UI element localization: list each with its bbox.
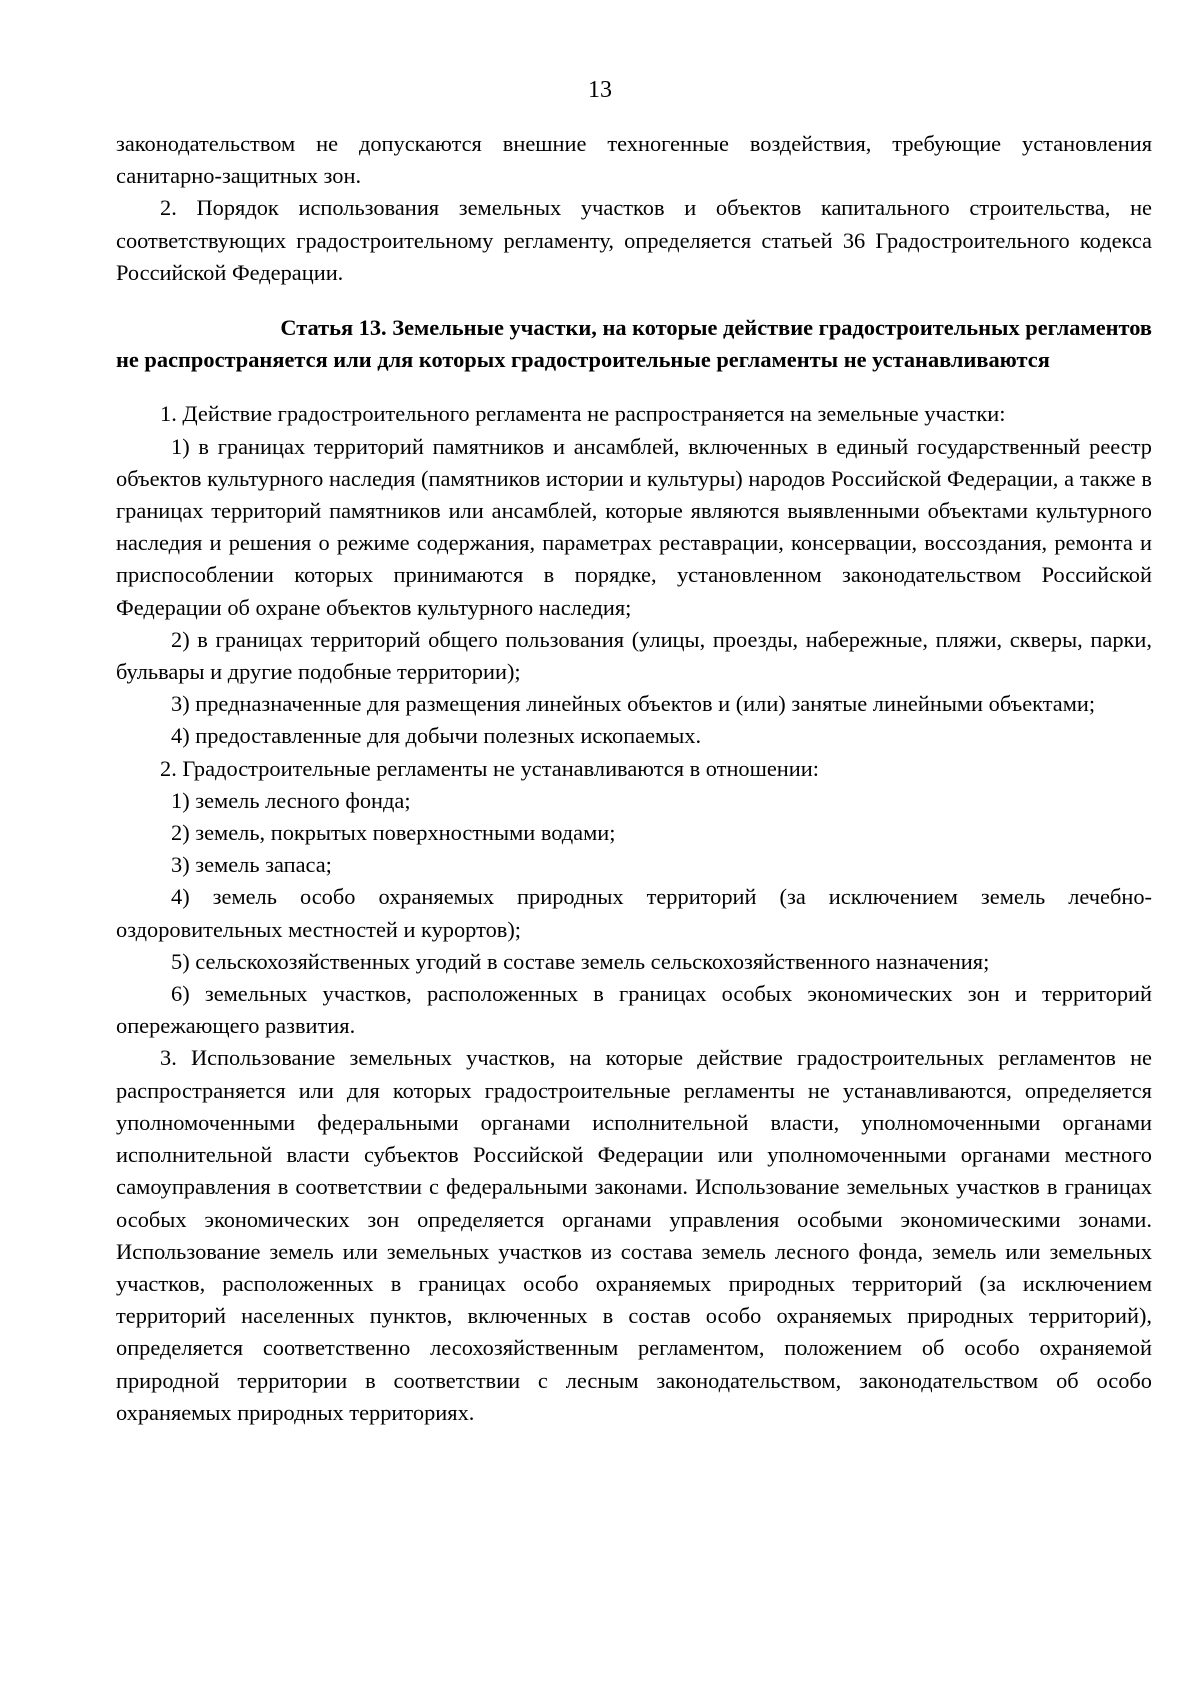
paragraph-continuation: законодательством не допускаются внешние техногенные воздействия, требующие установления санитарно-защитных зон. [116, 131, 1152, 189]
paragraph-item-2: 2. Порядок использования земельных участков и объектов капитального строительства, не соответствующих градостроительному регламенту, определяется статьей 36 Градостроительного кодекса Российской Федерации. [116, 195, 1152, 285]
article-title-line-2: не распространяется или для которых градостроительные регламенты не устанавливаются [116, 347, 1050, 373]
clause-1: 1. Действие градостроительного регламента не распространяется на земельные участки: [160, 401, 1006, 427]
clause-2-item-3: 3) земель запаса; [171, 852, 332, 878]
clause-1-item-1: 1) в границах территорий памятников и ансамблей, включенных в единый государственный реестр объектов культурного наследия (памятников истории и культуры) народов Российской Федерации, а также в границах территорий памятников или ансамблей, которые являются выявленными объектами культурного наследия и решения о режиме содержания, параметрах реставрации, консервации, воссоздания, ремонта и приспособлении которых принимаются в порядке, установленном законодательством Российской Федерации об охране объектов культурного наследия; [116, 433, 1152, 620]
clause-3: 3. Использование земельных участков, на которые действие градостроительных регламентов не распространяется или для которых градостроительные регламенты не устанавливаются, определяется уполномоченными федеральными органами исполнительной власти, уполномоченными органами исполнительной власти субъектов Российской Федерации или уполномоченными органами местного самоуправления в соответствии с федеральными законами. Использование земельных участков в границах особых экономических зон определяется органами управления особыми экономическими зонами. Использование земель или земельных участков из состава земель лесного фонда, земель или земельных участков, расположенных в границах особо охраняемых природных территорий (за исключением территорий населенных пунктов, включенных в состав особо охраняемых природных территорий), определяется соответственно лесохозяйственным регламентом, положением об особо охраняемой природной территории в соответствии с лесным законодательством, законодательством об особо охраняемых природных территориях. [116, 1045, 1152, 1425]
clause-2-item-5: 5) сельскохозяйственных угодий в составе земель сельскохозяйственного назначения; [171, 948, 990, 974]
clause-1-item-3: 3) предназначенные для размещения линейных объектов и (или) занятые линейными объектами; [171, 691, 1096, 717]
clause-2: 2. Градостроительные регламенты не устанавливаются в отношении: [160, 755, 819, 781]
clause-2-item-1: 1) земель лесного фонда; [171, 787, 411, 813]
clause-2-item-2: 2) земель, покрытых поверхностными водами; [171, 820, 616, 846]
page-number: 13 [588, 77, 612, 103]
clause-1-item-4: 4) предоставленные для добычи полезных ископаемых. [171, 723, 702, 749]
article-title-line-1: Статья 13. Земельные участки, на которые действие градостроительных регламентов [280, 315, 1152, 341]
clause-2-item-6: 6) земельных участков, расположенных в границах особых экономических зон и территорий опережающего развития. [116, 981, 1152, 1039]
clause-1-item-2: 2) в границах территорий общего пользования (улицы, проезды, набережные, пляжи, скверы, парки, бульвары и другие подобные территории); [116, 626, 1152, 685]
document-body [116, 128, 1152, 1429]
article-heading [116, 312, 1152, 376]
clause-2-item-4: 4) земель особо охраняемых природных территорий (за исключением земель лечебно-оздоровительных местностей и курортов); [116, 884, 1152, 942]
